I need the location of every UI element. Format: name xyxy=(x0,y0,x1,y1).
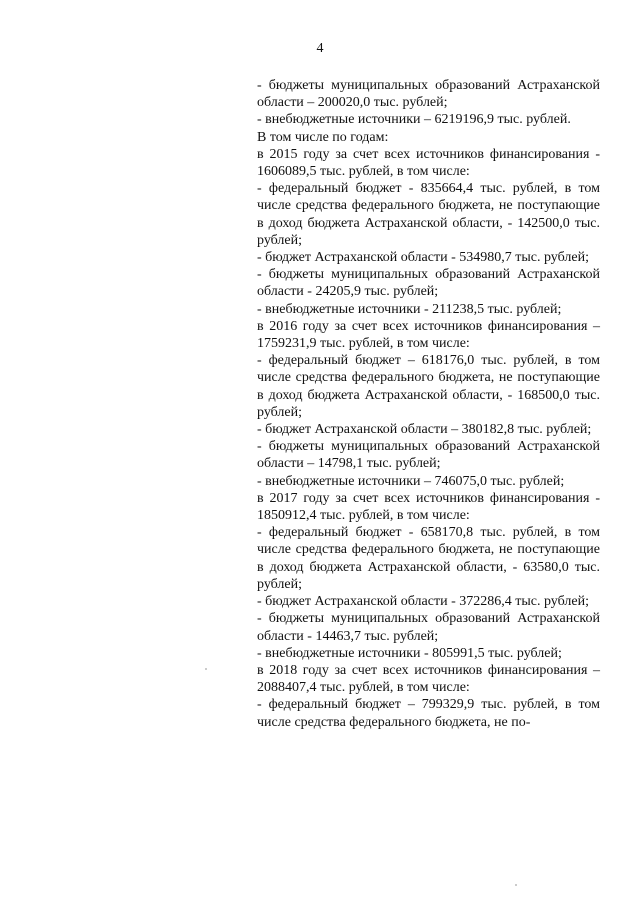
paragraph: - федеральный бюджет - 658170,8 тыс. рублей, в том числе средства федерального бюджета, не поступающие в доход бюджета Астраханской области, - 63580,0 тыс. рублей; xyxy=(257,525,600,592)
paragraph: - бюджет Астраханской области – 380182,8 тыс. рублей; xyxy=(257,422,592,438)
paragraph: - бюджет Астраханской области - 534980,7 тыс. рублей; xyxy=(257,250,589,266)
paragraph: - бюджеты муниципальных образований Астраханской области – 200020,0 тыс. рублей; xyxy=(257,78,600,111)
paragraph: в 2015 году за счет всех источников финансирования - 1606089,5 тыс. рублей, в том числе: xyxy=(257,146,600,180)
page-number: 4 xyxy=(316,41,324,56)
paragraph: - внебюджетные источники – 6219196,9 тыс. рублей. xyxy=(257,112,571,128)
paragraph: - внебюджетные источники - 805991,5 тыс. рублей; xyxy=(257,645,562,661)
paragraph: в 2017 году за счет всех источников финансирования - 1850912,4 тыс. рублей, в том числе: xyxy=(257,490,600,524)
paragraph: - внебюджетные источники – 746075,0 тыс. рублей; xyxy=(257,473,565,489)
paragraph: - бюджеты муниципальных образований Астраханской области – 14798,1 тыс. рублей; xyxy=(257,439,600,472)
paragraph: - бюджеты муниципальных образований Астраханской области - 14463,7 тыс. рублей; xyxy=(257,611,600,644)
paragraph: - федеральный бюджет – 618176,0 тыс. рублей, в том числе средства федерального бюджета, не поступающие в доход бюджета Астраханской области, - 168500,0 тыс. рублей; xyxy=(257,353,600,420)
paragraph: в 2018 году за счет всех источников финансирования – 2088407,4 тыс. рублей, в том числе: xyxy=(257,662,600,696)
paragraph: В том числе по годам: xyxy=(257,129,389,145)
paragraph: - бюджет Астраханской области - 372286,4 тыс. рублей; xyxy=(257,594,589,610)
scan-speck xyxy=(515,884,517,886)
paragraph: - федеральный бюджет - 835664,4 тыс. рублей, в том числе средства федерального бюджета, не поступающие в доход бюджета Астраханской области, - 142500,0 тыс. рублей; xyxy=(257,181,600,248)
paragraph: - федеральный бюджет – 799329,9 тыс. рублей, в том числе средства федерального бюджета, не по- xyxy=(257,697,600,730)
document-body xyxy=(257,77,600,731)
paragraph: - внебюджетные источники - 211238,5 тыс. рублей; xyxy=(257,301,562,317)
scan-speck xyxy=(205,668,207,670)
paragraph: - бюджеты муниципальных образований Астраханской области - 24205,9 тыс. рублей; xyxy=(257,267,600,300)
paragraph: в 2016 году за счет всех источников финансирования – 1759231,9 тыс. рублей, в том числе: xyxy=(257,318,600,352)
